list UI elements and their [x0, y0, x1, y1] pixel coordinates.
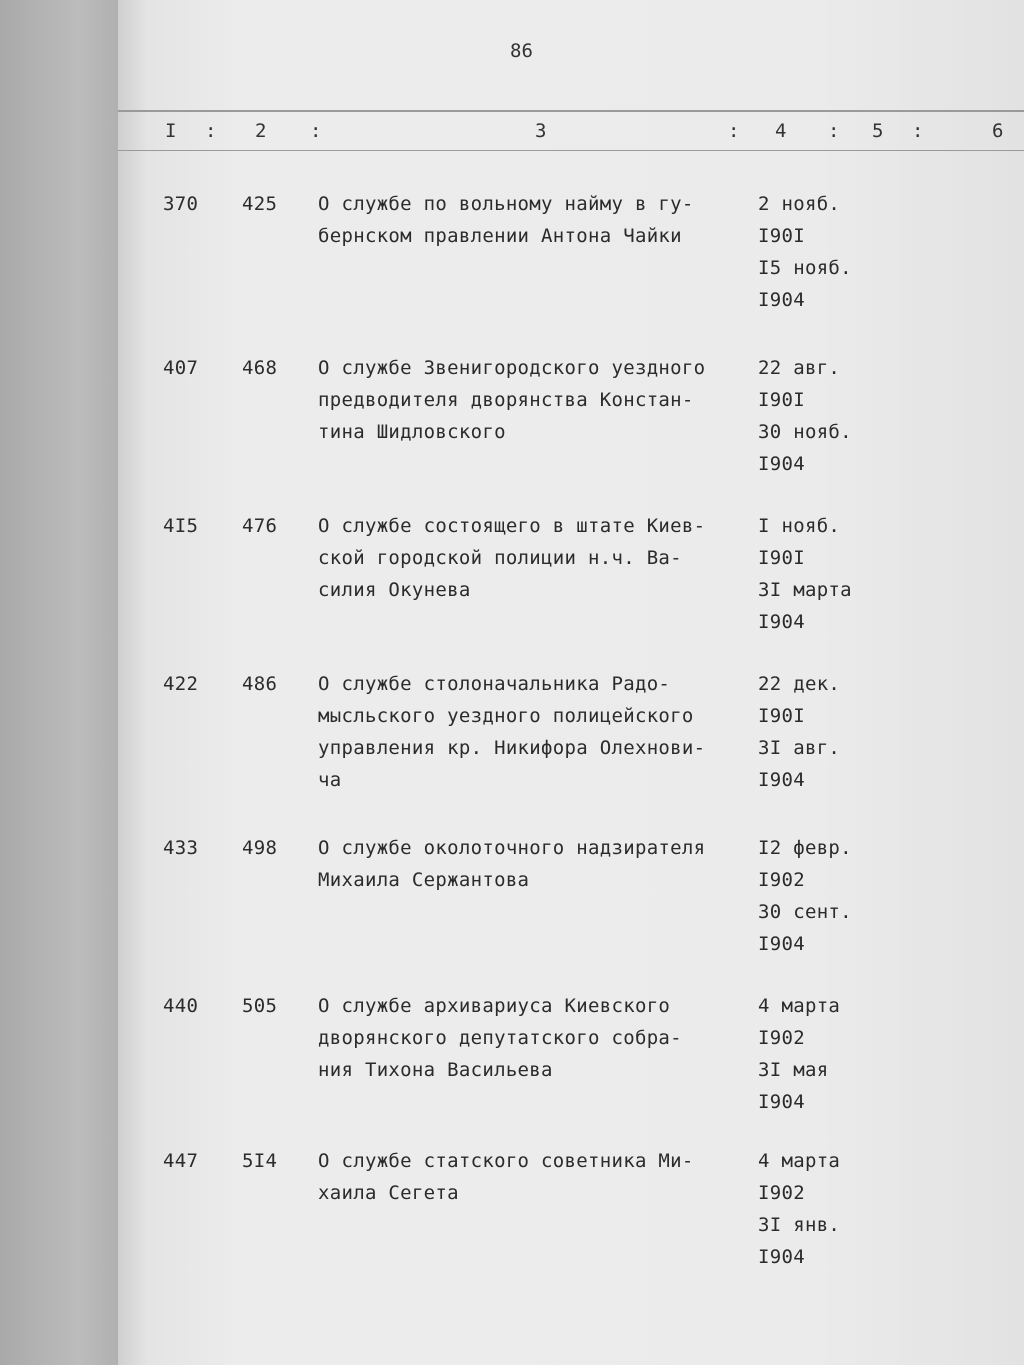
record-date-daymonth: I2 февр.: [758, 837, 852, 859]
record-date-year: I904: [758, 453, 805, 475]
record-date-year: I902: [758, 1027, 805, 1049]
record-title-line: Михаила Сержантова: [318, 869, 530, 891]
record-date-daymonth: 4 марта: [758, 1150, 841, 1172]
record-old-number: 486: [242, 673, 278, 695]
record-date-daymonth: 3I янв.: [758, 1214, 841, 1236]
record-date-year: I904: [758, 1246, 805, 1268]
record-title-line: ча: [318, 769, 342, 791]
column-header-2: 2: [255, 120, 267, 142]
record-date-year: I902: [758, 869, 805, 891]
record-title-line: тина Шидловского: [318, 421, 506, 443]
record-number: 422: [163, 673, 199, 695]
record-old-number: 476: [242, 515, 278, 537]
record-date-year: I902: [758, 1182, 805, 1204]
column-header-6: 6: [992, 120, 1004, 142]
record-title-line: О службе состоящего в штате Киев-: [318, 515, 706, 537]
record-old-number: 498: [242, 837, 278, 859]
previous-page-edge: [0, 0, 118, 1365]
column-separator: :: [205, 120, 217, 142]
record-date-daymonth: 3I авг.: [758, 737, 841, 759]
record-title-line: бернском правлении Антона Чайки: [318, 225, 682, 247]
record-date-year: I904: [758, 289, 805, 311]
record-number: 370: [163, 193, 199, 215]
record-date-year: I904: [758, 1091, 805, 1113]
column-header-3: 3: [535, 120, 547, 142]
record-date-daymonth: I5 нояб.: [758, 257, 852, 279]
record-title-line: хаила Сегета: [318, 1182, 459, 1204]
record-date-daymonth: 2 нояб.: [758, 193, 841, 215]
record-title-line: О службе статского советника Ми-: [318, 1150, 694, 1172]
column-header-1: I: [165, 120, 177, 142]
record-title-line: О службе по вольному найму в гу-: [318, 193, 694, 215]
column-header-4: 4: [775, 120, 787, 142]
record-title-line: предводителя дворянства Констан-: [318, 389, 694, 411]
record-date-year: I90I: [758, 389, 805, 411]
record-title-line: О службе архивариуса Киевского: [318, 995, 671, 1017]
header-rule-bottom: [118, 150, 1024, 151]
record-old-number: 5I4: [242, 1150, 278, 1172]
record-date-daymonth: 4 марта: [758, 995, 841, 1017]
record-date-year: I90I: [758, 705, 805, 727]
record-title-line: ской городской полиции н.ч. Ва-: [318, 547, 682, 569]
record-date-daymonth: 30 сент.: [758, 901, 852, 923]
record-title-line: силия Окунева: [318, 579, 471, 601]
record-number: 4I5: [163, 515, 199, 537]
page-number: 86: [510, 40, 533, 62]
record-number: 407: [163, 357, 199, 379]
column-separator: :: [728, 120, 740, 142]
record-date-daymonth: 3I мая: [758, 1059, 829, 1081]
record-title-line: дворянского депутатского собра-: [318, 1027, 682, 1049]
record-title-line: О службе Звенигородского уездного: [318, 357, 706, 379]
record-date-daymonth: I нояб.: [758, 515, 841, 537]
record-date-daymonth: 22 авг.: [758, 357, 841, 379]
record-title-line: мысльского уездного полицейского: [318, 705, 694, 727]
record-number: 440: [163, 995, 199, 1017]
record-date-year: I904: [758, 769, 805, 791]
record-title-line: ния Тихона Васильева: [318, 1059, 553, 1081]
record-old-number: 468: [242, 357, 278, 379]
record-date-year: I904: [758, 611, 805, 633]
record-date-daymonth: 3I марта: [758, 579, 852, 601]
header-rule-top: [118, 110, 1024, 112]
record-number: 433: [163, 837, 199, 859]
record-title-line: управления кр. Никифора Олехнови-: [318, 737, 706, 759]
record-number: 447: [163, 1150, 199, 1172]
record-date-year: I904: [758, 933, 805, 955]
record-date-year: I90I: [758, 547, 805, 569]
column-separator: :: [310, 120, 322, 142]
record-date-year: I90I: [758, 225, 805, 247]
record-old-number: 505: [242, 995, 278, 1017]
record-date-daymonth: 30 нояб.: [758, 421, 852, 443]
column-separator: :: [828, 120, 840, 142]
record-title-line: О службе околоточного надзирателя: [318, 837, 706, 859]
column-separator: :: [912, 120, 924, 142]
record-date-daymonth: 22 дек.: [758, 673, 841, 695]
record-title-line: О службе столоначальника Радо-: [318, 673, 671, 695]
record-old-number: 425: [242, 193, 278, 215]
column-header-5: 5: [872, 120, 884, 142]
